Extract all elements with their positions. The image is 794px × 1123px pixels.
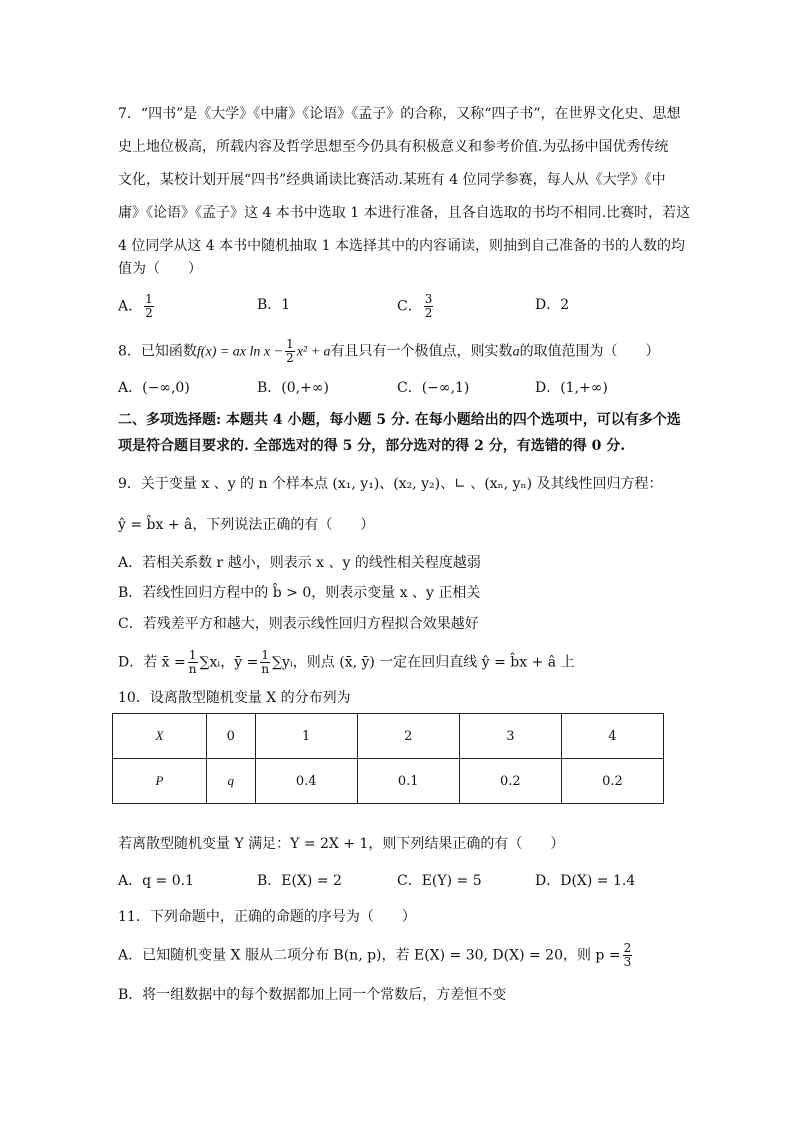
- q9-option-d: D．若 x̄ = $\frac{1}{n}$ ∑xᵢ，ȳ = $\frac{1}{n}$ ∑yᵢ，则点 (x̄, ȳ) 一定在回归直线 ŷ = b̂x + â 上: [118, 648, 575, 676]
- q11-option-a: A．已知随机变量 X 服从二项分布 B(n, p)，若 E(X) = 30, D(X) = 20，则 p = $\frac{2}{3}$: [118, 941, 632, 969]
- q9-d-fraction-2: $\frac{1}{n}$: [261, 648, 270, 676]
- q8-stem: 8．已知函数f(x) = ax ln x − $\frac{1}{2}$ x² + a有且只有一个极值点，则实数a的取值范围为（ ）: [118, 337, 660, 365]
- q7-option-b: B．1: [257, 297, 291, 313]
- table-cell: q: [207, 759, 256, 804]
- table-cell: 2: [357, 714, 459, 759]
- q8-option-a: A．(−∞,0): [118, 380, 190, 396]
- q7-line-3: 文化，某校计划开展“四书”经典诵读比赛活动.某班有 4 位同学参赛，每人从《大学》《中: [118, 172, 666, 188]
- q7-option-c-fraction: $\frac{3}{2}$: [424, 292, 433, 320]
- q9-d-fraction-1: $\frac{1}{n}$: [188, 648, 197, 676]
- table-cell: 4: [561, 714, 663, 759]
- q9-option-b: B．若线性回归方程中的 b̂ > 0，则表示变量 x 、y 正相关: [118, 585, 481, 601]
- q10-option-a: A．q = 0.1: [118, 873, 194, 889]
- table-cell: 3: [459, 714, 561, 759]
- q11-option-b: B．将一组数据中的每个数据都加上同一个常数后，方差恒不变: [118, 987, 507, 1003]
- q7-option-a: A． $\frac{1}{2}$: [118, 292, 153, 320]
- q7-line-2: 史上地位极高，所载内容及哲学思想至今仍具有积极意义和参考价值.为弘扬中国优秀传统: [118, 139, 669, 155]
- q11-a-fraction: $\frac{2}{3}$: [623, 941, 632, 969]
- section2-heading-line-2: 项是符合题目要求的. 全部选对的得 5 分，部分选对的得 2 分，有选错的得 0 分.: [118, 438, 626, 454]
- table-row: [113, 759, 664, 804]
- table-cell: 0.2: [459, 759, 561, 804]
- q9-line-1: 9．关于变量 x 、y 的 n 个样本点 (x₁, y₁)、(x₂, y₂)、∟ 、(xₙ, yₙ) 及其线性回归方程：: [118, 476, 663, 492]
- table-cell: 0.2: [561, 759, 663, 804]
- q9-option-a: A．若相关系数 r 越小，则表示 x 、y 的线性相关程度越弱: [118, 555, 481, 571]
- q7-line-5: 4 位同学从这 4 本书中随机抽取 1 本选择其中的内容诵读，则抽到自己准备的书的人数的均: [118, 238, 685, 254]
- q7-option-c: C． $\frac{3}{2}$: [397, 292, 433, 320]
- q8-fraction: $\frac{1}{2}$: [286, 337, 294, 365]
- table-cell: 0: [207, 714, 256, 759]
- table-cell: X: [113, 714, 207, 759]
- table-cell: 0.4: [255, 759, 357, 804]
- q7-option-a-fraction: $\frac{1}{2}$: [145, 292, 153, 320]
- q8-option-b: B．(0,+∞): [257, 380, 329, 396]
- q7-line-1: 7．“四书”是《大学》《中庸》《论语》《孟子》的合称，又称“四子书”，在世界文化史、思想: [118, 106, 681, 122]
- q7-line-6: 值为（ ）: [118, 261, 202, 277]
- q8-option-d: D．(1,+∞): [535, 380, 608, 396]
- table-cell: 1: [255, 714, 357, 759]
- distribution-table: [112, 713, 664, 804]
- q8-option-c: C．(−∞,1): [397, 380, 470, 396]
- q7-line-4: 庸》《论语》《孟子》这 4 本书中选取 1 本进行准备，且各自选取的书均不相同.比赛时，若这: [118, 205, 691, 221]
- q7-option-d: D．2: [535, 297, 570, 313]
- q10-condition: 若离散型随机变量 Y 满足：Y = 2X + 1，则下列结果正确的有（ ）: [118, 836, 565, 852]
- q11-intro: 11．下列命题中，正确的命题的序号为（ ）: [118, 909, 416, 925]
- q9-line-2: ŷ = b̂x + â，下列说法正确的有（ ）: [118, 517, 375, 533]
- section2-heading-line-1: 二、多项选择题: 本题共 4 小题，每小题 5 分. 在每小题给出的四个选项中，可以有多个选: [118, 412, 681, 428]
- table-cell: 0.1: [357, 759, 459, 804]
- q10-option-d: D．D(X) = 1.4: [535, 873, 636, 889]
- q10-intro: 10．设离散型随机变量 X 的分布列为: [118, 690, 351, 706]
- q10-option-c: C．E(Y) = 5: [397, 873, 482, 889]
- table-cell: P: [113, 759, 207, 804]
- table-row: [113, 714, 664, 759]
- q10-option-b: B．E(X) = 2: [257, 873, 342, 889]
- q9-option-c: C．若残差平方和越大，则表示线性回归方程拟合效果越好: [118, 616, 479, 632]
